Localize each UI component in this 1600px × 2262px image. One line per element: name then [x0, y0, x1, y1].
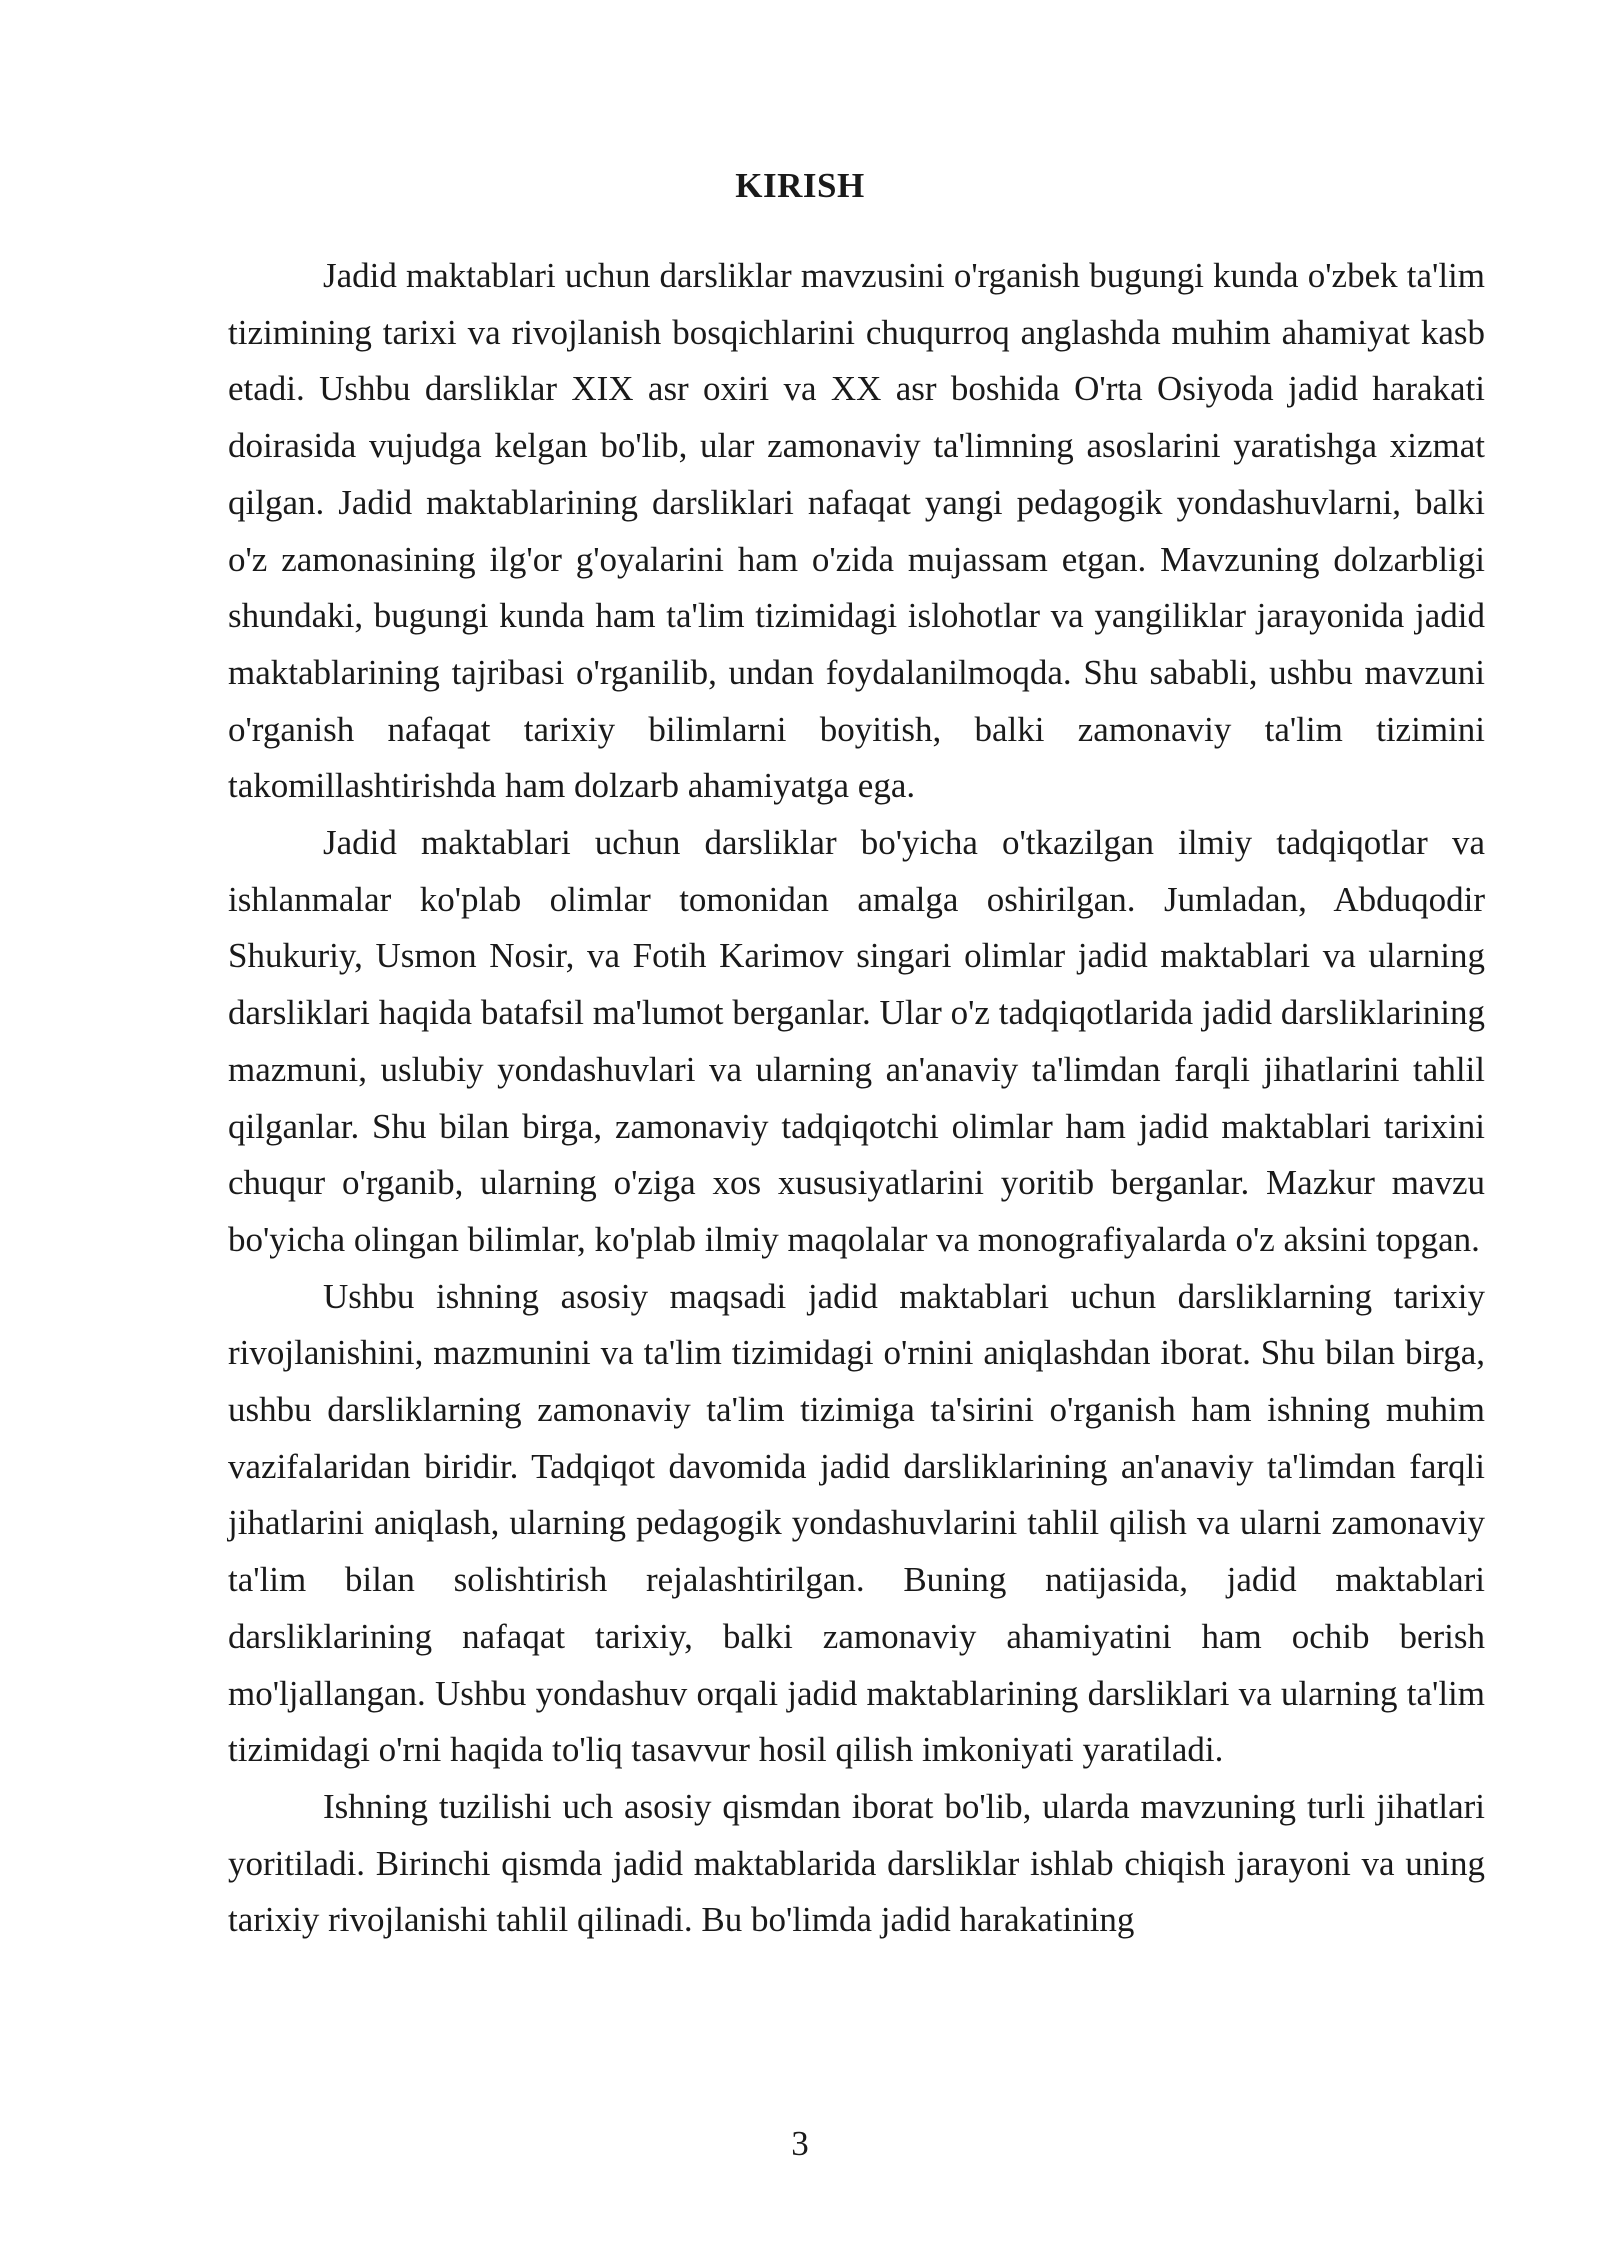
paragraph-2: Jadid maktablari uchun darsliklar bo'yicha o'tkazilgan ilmiy tadqiqotlar va ishlanmalar ko'plab olimlar tomonidan amalga oshirilgan. Jumladan, Abduqodir Shukuriy, Usmon Nosir, va Fotih Karimov singari olimlar jadid maktablari va ularning darsliklari haqida batafsil ma'lumot berganlar. Ular o'z tadqiqotlarida jadid darsliklarining mazmuni, uslubiy yondashuvlari va ularning an'anaviy ta'limdan farqli jihatlarini tahlil qilganlar. Shu bilan birga, zamonaviy tadqiqotchi olimlar ham jadid maktablari tarixini chuqur o'rganib, ularning o'ziga xos xususiyatlarini yoritib berganlar. Mazkur mavzu bo'yicha olingan bilimlar, ko'plab ilmiy maqolalar va monografiyalarda o'z aksini topgan.	[228, 823, 1485, 1259]
page-number: 3	[791, 2124, 809, 2163]
paragraph-1: Jadid maktablari uchun darsliklar mavzusini o'rganish bugungi kunda o'zbek ta'lim tizimining tarixi va rivojlanish bosqichlarini chuqurroq anglashda muhim ahamiyat kasb etadi. Ushbu darsliklar XIX asr oxiri va XX asr boshida O'rta Osiyoda jadid harakati doirasida vujudga kelgan bo'lib, ular zamonaviy ta'limning asoslarini yaratishga xizmat qilgan. Jadid maktablarining darsliklari nafaqat yangi pedagogik yondashuvlarni, balki o'z zamonasining ilg'or g'oyalarini ham o'zida mujassam etgan. Mavzuning dolzarbligi shundaki, bugungi kunda ham ta'lim tizimidagi islohotlar va yangiliklar jarayonida jadid maktablarining tajribasi o'rganilib, undan foydalanilmoqda. Shu sababli, ushbu mavzuni o'rganish nafaqat tarixiy bilimlarni boyitish, balki zamonaviy ta'lim tizimini takomillashtirishda ham dolzarb ahamiyatga ega.	[228, 256, 1485, 806]
paragraph-4: Ishning tuzilishi uch asosiy qismdan iborat bo'lib, ularda mavzuning turli jihatlari yoritiladi. Birinchi qismda jadid maktablarida darsliklar ishlab chiqish jarayoni va uning tarixiy rivojlanishi tahlil qilinadi. Bu bo'limda jadid harakatining	[228, 1786, 1485, 1940]
body-text	[228, 248, 1485, 1949]
page-title: KIRISH	[735, 166, 865, 205]
paragraph-3: Ushbu ishning asosiy maqsadi jadid maktablari uchun darsliklarning tarixiy rivojlanishini, mazmunini va ta'lim tizimidagi o'rnini aniqlashdan iborat. Shu bilan birga, ushbu darsliklarning zamonaviy ta'lim tizimiga ta'sirini o'rganish ham ishning muhim vazifalaridan biridir. Tadqiqot davomida jadid darsliklarining an'anaviy ta'limdan farqli jihatlarini aniqlash, ularning pedagogik yondashuvlarini tahlil qilish va ularni zamonaviy ta'lim bilan solishtirish rejalashtirilgan. Buning natijasida, jadid maktablari darsliklarining nafaqat tarixiy, balki zamonaviy ahamiyatini ham ochib berish mo'ljallangan. Ushbu yondashuv orqali jadid maktablarining darsliklari va ularning ta'lim tizimidagi o'rni haqida to'liq tasavvur hosil qilish imkoniyati yaratiladi.	[228, 1276, 1485, 1770]
